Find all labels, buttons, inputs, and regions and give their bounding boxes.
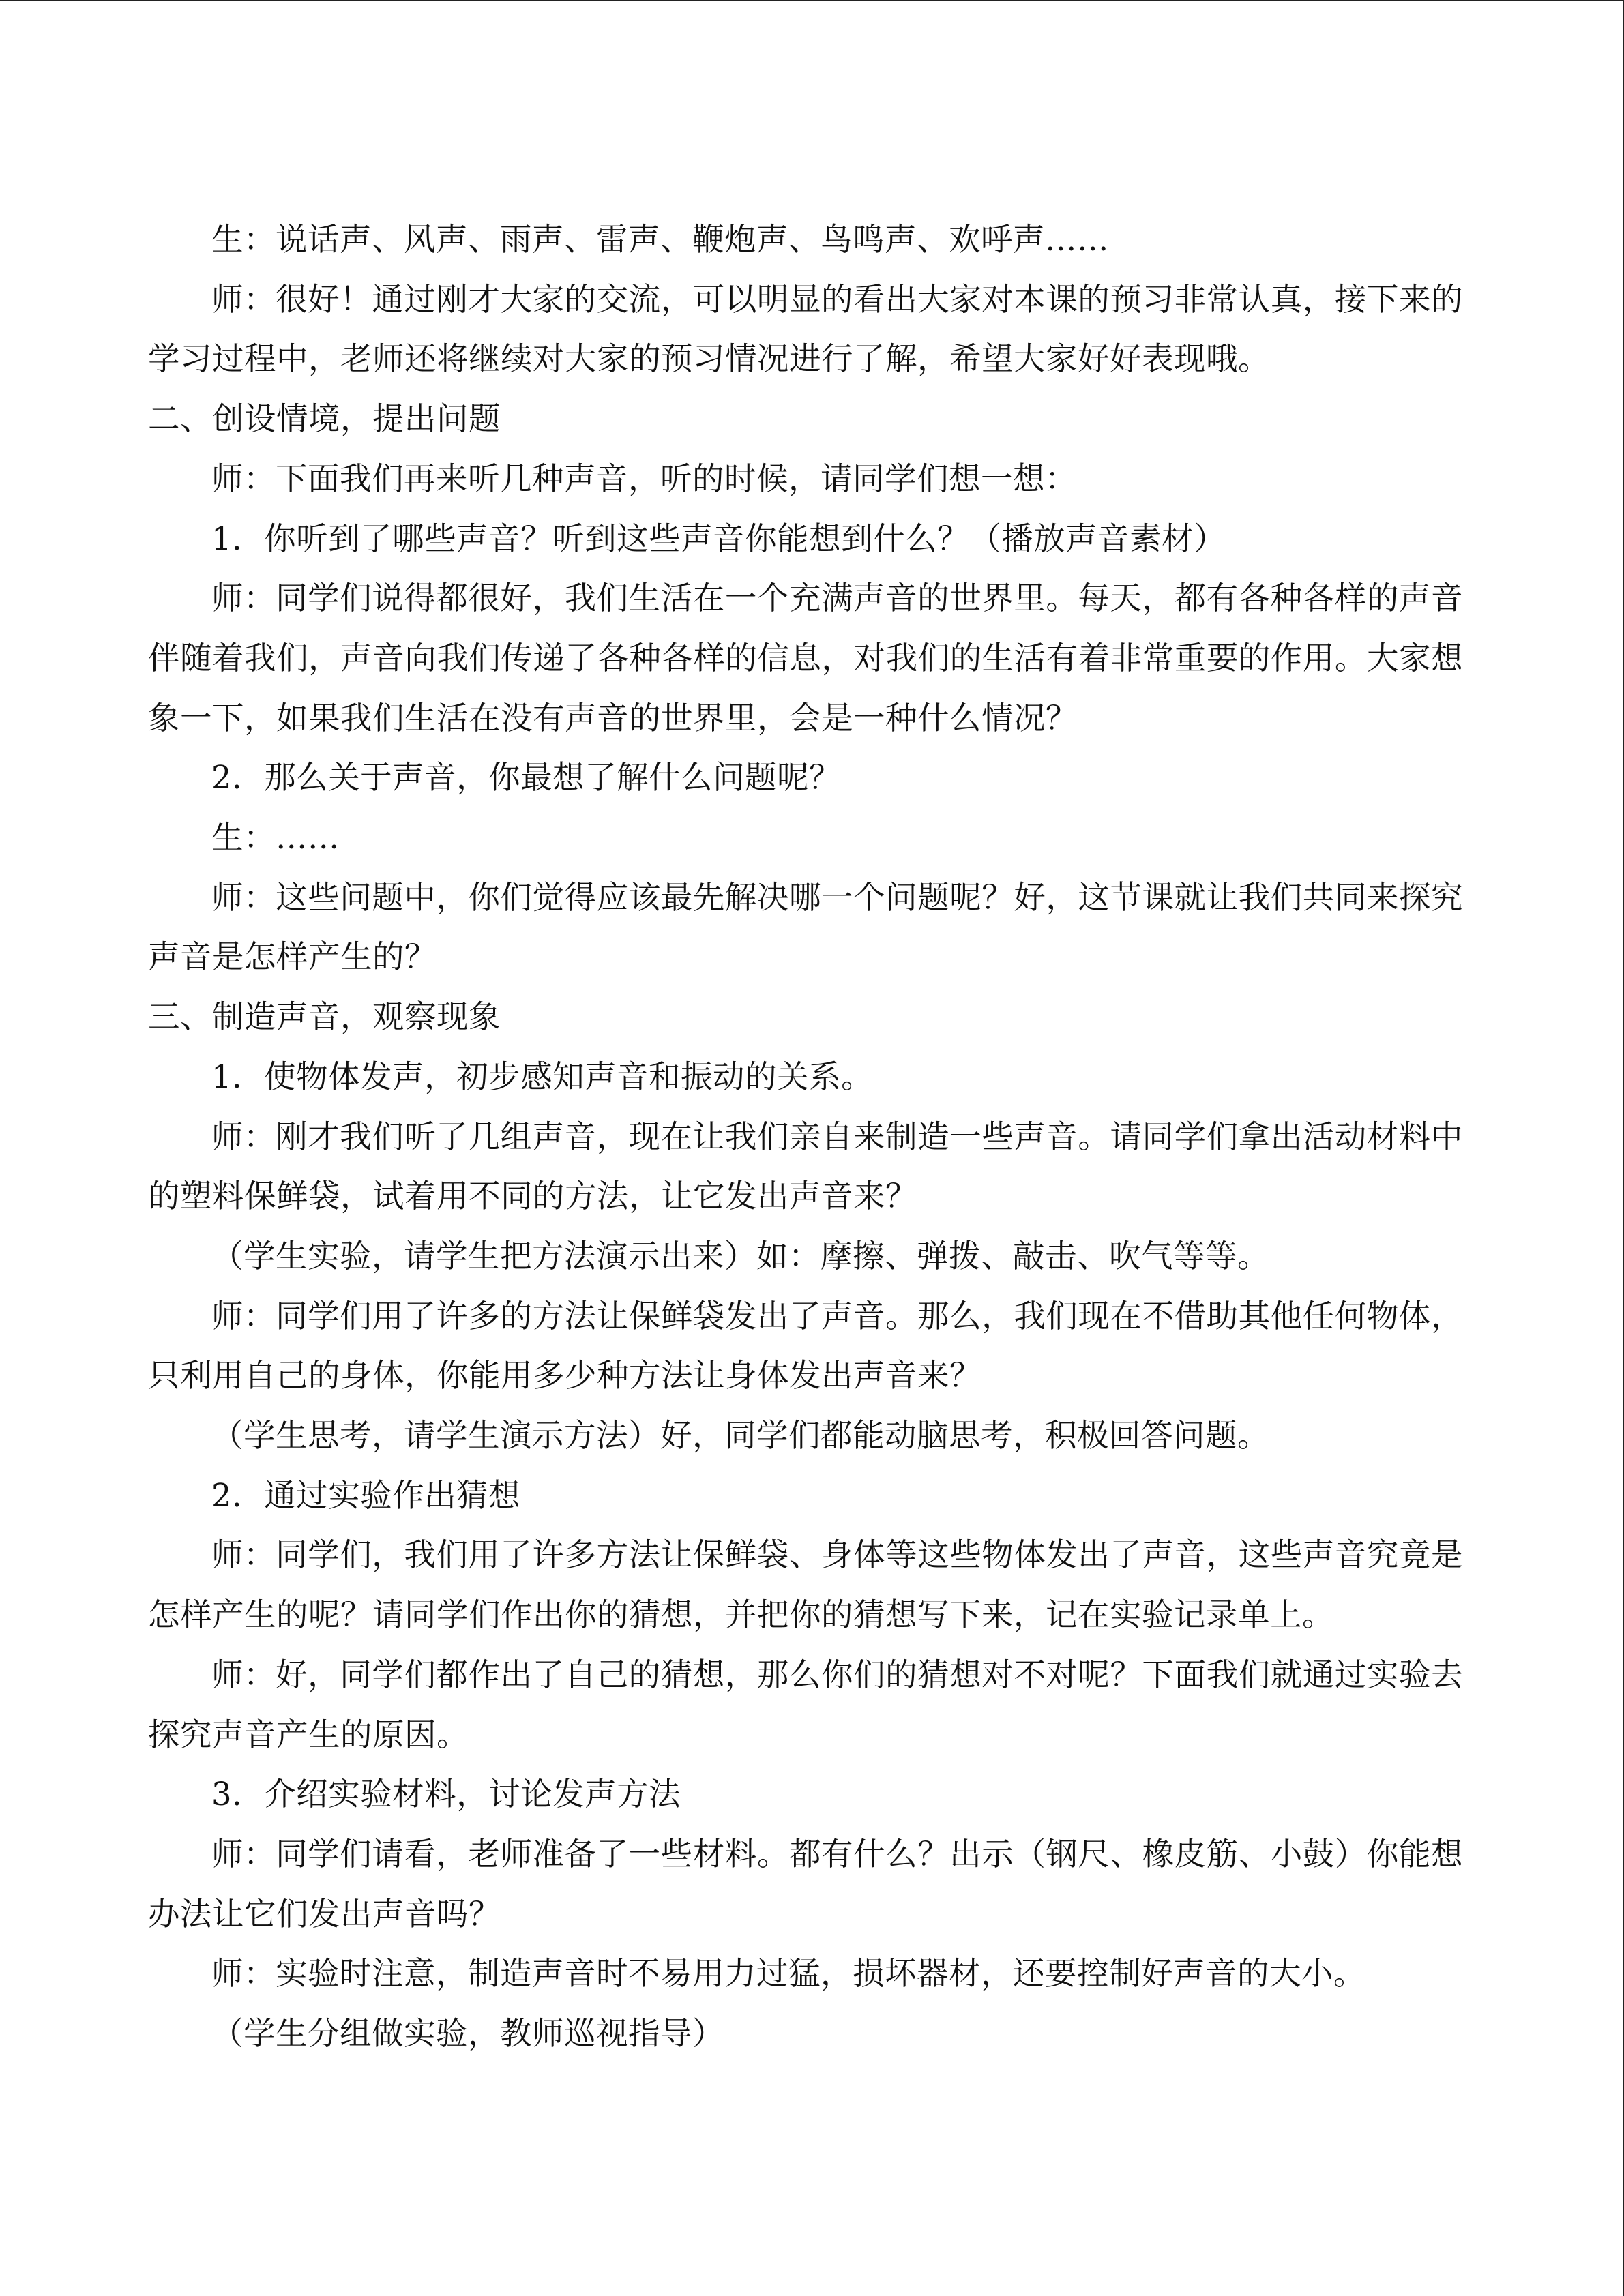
paragraph-teacher-guess: 师：同学们，我们用了许多方法让保鲜袋、身体等这些物体发出了声音，这些声音究竟是怎样产生的呢？请同学们作出你的猜想，并把你的猜想写下来，记在实验记录单上。 (148, 1536, 1463, 1634)
paragraph-teacher-world-of-sound: 师：同学们说得都很好，我们生活在一个充满声音的世界里。每天，都有各种各样的声音伴随着我们，声音向我们传递了各种各样的信息，对我们的生活有着非常重要的作用。大家想象一下，如果我们生活在没有声音的世界里，会是一种什么情况？ (148, 580, 1463, 736)
paragraph-question-2: 2．那么关于声音，你最想了解什么问题呢？ (211, 759, 842, 796)
paragraph-teacher-body-sound: 师：同学们用了许多的方法让保鲜袋发出了声音。那么，我们现在不借助其他任何物体，只利用自己的身体，你能用多少种方法让身体发出声音来？ (148, 1297, 1463, 1395)
paragraph-teacher-caution: 师：实验时注意，制造声音时不易用力过猛，损坏器材，还要控制好声音的大小。 (211, 1955, 1365, 1993)
paragraph-teacher-make-sound: 师：刚才我们听了几组声音，现在让我们亲自来制造一些声音。请同学们拿出活动材料中的塑料保鲜袋，试着用不同的方法，让它发出声音来？ (148, 1118, 1463, 1215)
paragraph-teacher-praise: 师：很好！通过刚才大家的交流，可以明显的看出大家对本课的预习非常认真，接下来的学习过程中，老师还将继续对大家的预习情况进行了解，希望大家好好表现哦。 (148, 280, 1463, 378)
paragraph-student-ellipsis: 生：…… (211, 819, 340, 856)
section-heading-3: 三、制造声音，观察现象 (148, 998, 501, 1036)
paragraph-teacher-verify: 师：好，同学们都作出了自己的猜想，那么你们的猜想对不对呢？下面我们就通过实验去探究声音产生的原因。 (148, 1656, 1463, 1753)
paragraph-question-1: 1．你听到了哪些声音？听到这些声音你能想到什么？（播放声音素材） (211, 520, 1226, 557)
paragraph-student-experiment: （学生实验，请学生把方法演示出来）如：摩擦、弹拨、敲击、吹气等等。 (211, 1237, 1269, 1274)
paragraph-student-answer: 生：说话声、风声、雨声、雷声、鞭炮声、鸟鸣声、欢呼声…… (211, 221, 1109, 258)
paragraph-student-demo: （学生思考，请学生演示方法）好，同学们都能动脑思考，积极回答问题。 (211, 1417, 1269, 1455)
paragraph-step-3: 3．介绍实验材料，讨论发声方法 (211, 1776, 681, 1813)
paragraph-teacher-materials: 师：同学们请看，老师准备了一些材料。都有什么？出示（钢尺、橡皮筋、小鼓）你能想办法让它们发出声音吗？ (148, 1835, 1463, 1933)
section-heading-2: 二、创设情境，提出问题 (148, 400, 501, 438)
document-body (148, 210, 1463, 2064)
paragraph-teacher-explore: 师：这些问题中，你们觉得应该最先解决哪一个问题呢？好，这节课就让我们共同来探究声音是怎样产生的？ (148, 878, 1463, 976)
paragraph-group-experiment: （学生分组做实验，教师巡视指导） (211, 2015, 724, 2053)
paragraph-teacher-listen: 师：下面我们再来听几种声音，听的时候，请同学们想一想： (211, 460, 1077, 497)
paragraph-step-1: 1．使物体发声，初步感知声音和振动的关系。 (211, 1058, 874, 1095)
paragraph-step-2: 2．通过实验作出猜想 (211, 1476, 521, 1514)
